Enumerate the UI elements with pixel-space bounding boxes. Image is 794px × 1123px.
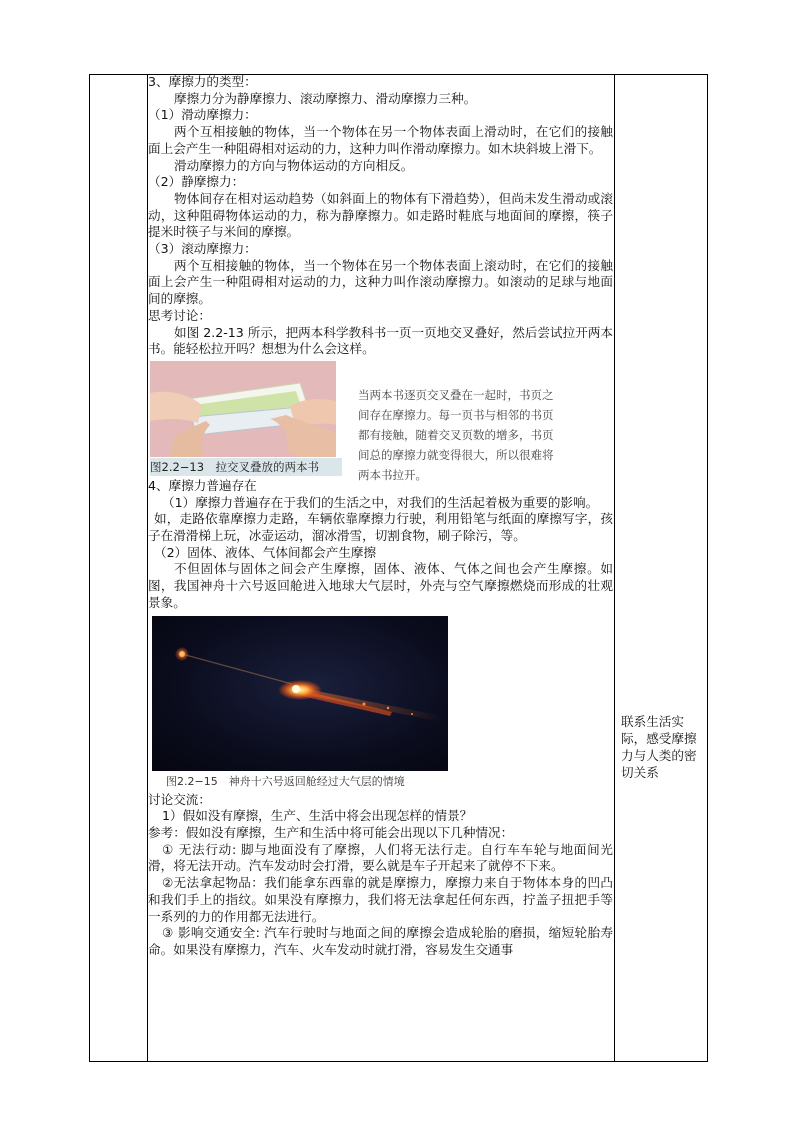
static-title: （2）静摩擦力： — [148, 174, 245, 190]
case-3: ③ 影响交通安全: 汽车行驶时与地面之间的摩擦会造成轮胎的磨损，缩短轮胎寿命。如果没有摩擦力，汽车、火车发动时就打滑，容易发生交通事 — [148, 925, 613, 957]
rolling-definition: 两个互相接触的物体，当一个物体在另一个物体表面上滚动时，在它们的接触面上会产生一种阻碍相对运动的力，这种力叫作滚动摩擦力。如滚动的足球与地面间的摩擦。 — [148, 257, 613, 307]
universal-title: 4、摩擦力普遍存在 — [148, 477, 257, 493]
column-divider-right — [614, 75, 615, 1061]
universal-point-1: （1）摩擦力普遍存在于我们的生活之中，对我们的生活起着极为重要的影响。 — [162, 494, 599, 510]
figure-reentry — [148, 614, 613, 786]
static-definition: 物体间存在相对运动趋势（如斜面上的物体有下滑趋势），但尚未发生滑动或滚动，这种阻碍物体运动的力，称为静摩擦力。如走路时鞋底与地面间的摩擦，筷子提米时筷子与米间的摩擦。 — [148, 190, 613, 240]
sliding-title: （1）滑动摩擦力： — [148, 107, 257, 123]
types-title: 3、摩擦力的类型： — [148, 74, 257, 89]
universal-point-1-examples: 如，走路依靠摩擦力走路，车辆依靠摩擦力行驶，利用铅笔与纸面的摩擦写字，孩子在滑滑梯上玩，冰壶运动，溜冰滑雪，切割食物，刷子除污，等。 — [148, 511, 613, 544]
discuss-reference: 参考：假如没有摩擦，生产和生活中将可能会出现以下几种情况： — [148, 824, 514, 840]
discuss-title: 讨论交流： — [148, 791, 211, 807]
think-title: 思考讨论： — [148, 307, 211, 323]
universal-point-2-text: 不但固体与固体之间会产生摩擦，固体、液体、气体之间也会产生摩擦。如图，我国神舟十六号返回舱进入地球大气层时，外壳与空气摩擦燃烧而形成的壮观景象。 — [148, 561, 613, 610]
case-1: ① 无法行动: 脚与地面没有了摩擦，人们将无法行走。自行车车轮与地面间光滑，将无法开动。汽车发动时会打滑，要么就是车子开起来了就停不下来。 — [148, 841, 613, 874]
figure-crossed-books — [148, 361, 613, 482]
sliding-direction: 滑动摩擦力的方向与物体运动的方向相反。 — [174, 157, 414, 173]
sliding-definition: 两个互相接触的物体，当一个物体在另一个物体表面上滑动时，在它们的接触面上会产生一种阻碍相对运动的力，这种力叫作滑动摩擦力。如木块斜坡上滑下。 — [148, 124, 613, 156]
side-note: 联系生活实际，感受摩擦力与人类的密切关系 — [621, 714, 697, 780]
universal-point-2: （2）固体、液体、气体间都会产生摩擦 — [154, 544, 377, 560]
think-text: 如图 2.2-13 所示，把两本科学教科书一页一页地交叉叠好，然后尝试拉开两本书。能轻松拉开吗？想想为什么会这样。 — [148, 324, 614, 357]
reentry-photo — [152, 616, 448, 771]
figure-reentry-caption: 图2.2−15 神舟十六号返回舱经过大气层的情境 — [166, 774, 405, 788]
types-intro: 摩擦力分为静摩擦力、滚动摩擦力、滑动摩擦力三种。 — [174, 90, 477, 106]
main-content-cell — [148, 74, 613, 959]
figure-crossed-books-caption: 图2.2−13 拉交叉叠放的两本书 — [150, 458, 342, 476]
case-2: ②无法拿起物品：我们能拿东西靠的就是摩擦力，摩擦力来自于物体本身的凹凸和我们手上的指纹。如果没有摩擦力，我们将无法拿起任何东西，拧盖子扭把手等一系列的力的作用都无法进行。 — [148, 875, 613, 924]
figure-crossed-books-note: 当两本书逐页交叉叠在一起时，书页之间存在摩擦力。每一页书与相邻的书页都有接触，随着交叉页数的增多，书页间总的摩擦力就变得很大，所以很难将两本书拉开。 — [358, 387, 554, 482]
crossed-books-photo — [150, 361, 336, 457]
discuss-question: 1）假如没有摩擦，生产、生活中将会出现怎样的情景？ — [162, 808, 473, 824]
rolling-title: （3）滚动摩擦力： — [148, 241, 257, 257]
